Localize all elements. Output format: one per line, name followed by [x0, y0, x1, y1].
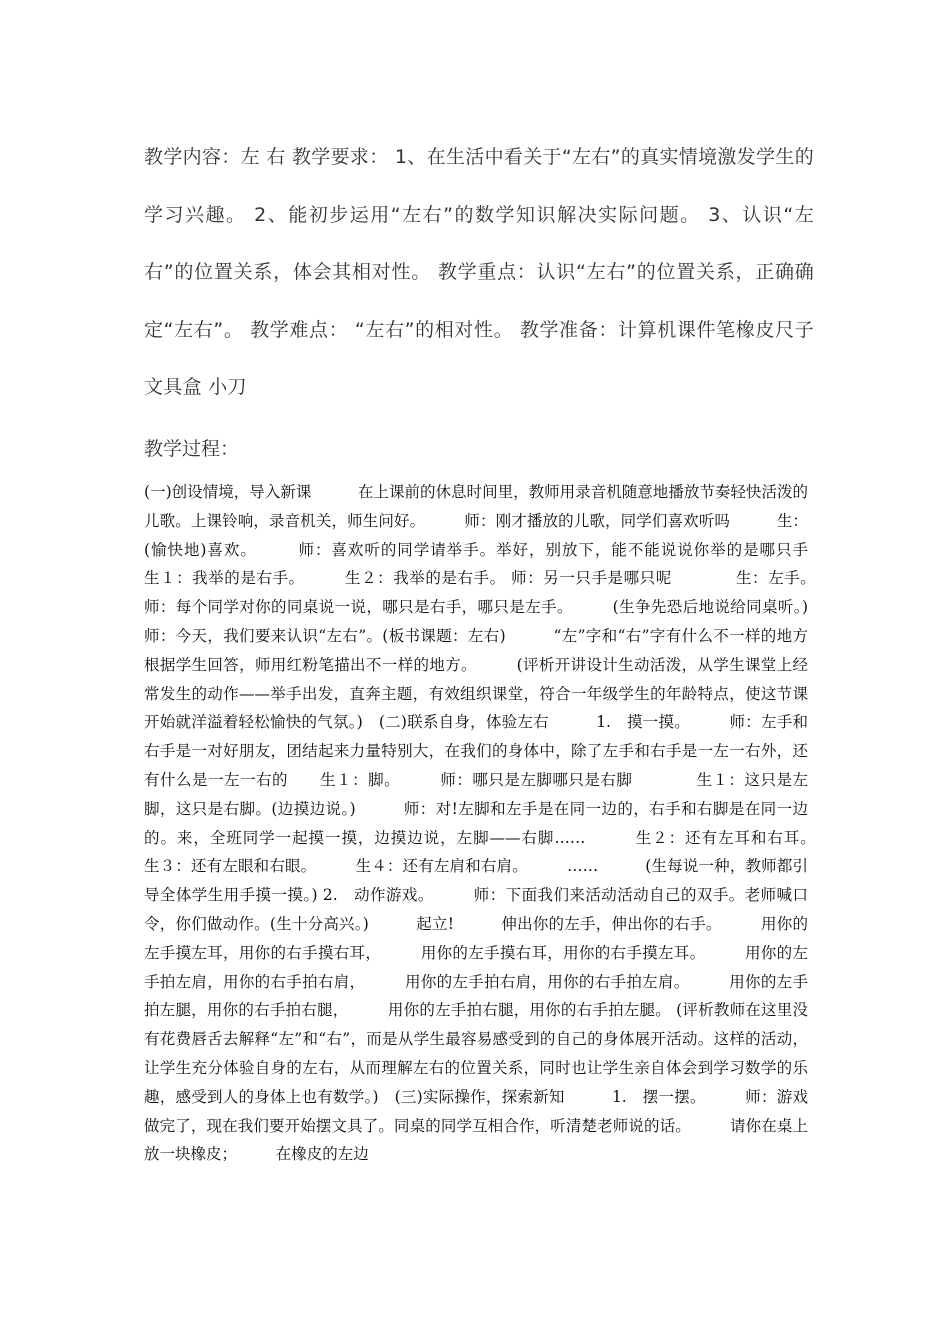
- teaching-process-heading: 教学过程：: [144, 438, 240, 460]
- teaching-process-body: (一)创设情境，导入新课 在上课前的休息时间里，教师用录音机随意地播放节奏轻快活泼的儿歌。上课铃响，录音机关，师生问好。 师：刚才播放的儿歌，同学们喜欢听吗 生：(愉快地)喜欢。 师：喜欢听的同学请举手。举好，别放下，能不能说说你举的是哪只手 生１：我举的是右手。 生２：我举的是右手。 师：另一只手是哪只呢 生：左手。 师：每个同学对你的同桌说一说，哪只是右手，哪只是左手。 (生争先恐后地说给同桌听。) 师：今天，我们要来认识“左右”。(板书课题：左右) “左”字和“右”字有什么不一样的地方 根据学生回答，师用红粉笔描出不一样的地方。 (评析开讲设计生动活泼，从学生课堂上经常发生的动作——举手出发，直奔主题，有效组织课堂，符合一年级学生的年龄特点，使这节课开始就洋溢着轻松愉快的气氛。) (二)联系自身，体验左右 1. 摸一摸。 师：左手和右手是一对好朋友，团结起来力量特别大，在我们的身体中，除了左手和右手是一左一右外，还有什么是一左一右的 生１：脚。 师：哪只是左脚哪只是右脚 生１：这只是左脚，这只是右脚。(边摸边说。) 师：对!左脚和左手是在同一边的，右手和右脚是在同一边的。来，全班同学一起摸一摸，边摸边说，左脚——右脚…… 生２：还有左耳和右耳。 生３：还有左眼和右眼。 生４：还有左肩和右肩。 …… (生每说一种，教师都引导全体学生用手摸一摸。) 2. 动作游戏。 师：下面我们来活动活动自己的双手。老师喊口令，你们做动作。(生十分高兴。) 起立! 伸出你的左手，伸出你的右手。 用你的左手摸左耳，用你的右手摸右耳， 用你的左手摸右耳，用你的右手摸左耳。 用你的左手拍左肩，用你的右手拍右肩， 用你的左手拍右肩，用你的右手拍左肩。 用你的左手拍左腿，用你的右手拍右腿， 用你的左手拍右腿，用你的右手拍左腿。 (评析教师在这里没有花费唇舌去解释“左”和“右”，而是从学生最容易感受到的自己的身体展开活动。这样的活动，让学生充分体验自身的左右，从而理解左右的位置关系，同时也让学生亲自体会到学习数学的乐趣，感受到人的身体上也有数学。) (三)实际操作，探索新知 1. 摆一摆。 师：游戏做完了，现在我们要开始摆文具了。同桌的同学互相合作，听清楚老师说的话。 请你在桌上放一块橡皮； 在橡皮的左边: [144, 483, 871, 1164]
- lesson-overview-paragraph: 教学内容：左 右 教学要求： 1、在生活中看关于“左右”的真实情境激发学生的学习兴趣。 2、能初步运用“左右”的数学知识解决实际问题。 3、认识“左右”的位置关系，体会其相对性。 教学重点：认识“左右”的位置关系，正确确定“左右”。 教学难点： “左右”的相对性。 教学准备：计算机课件笔橡皮尺子 文具盒 小刀: [144, 146, 814, 398]
